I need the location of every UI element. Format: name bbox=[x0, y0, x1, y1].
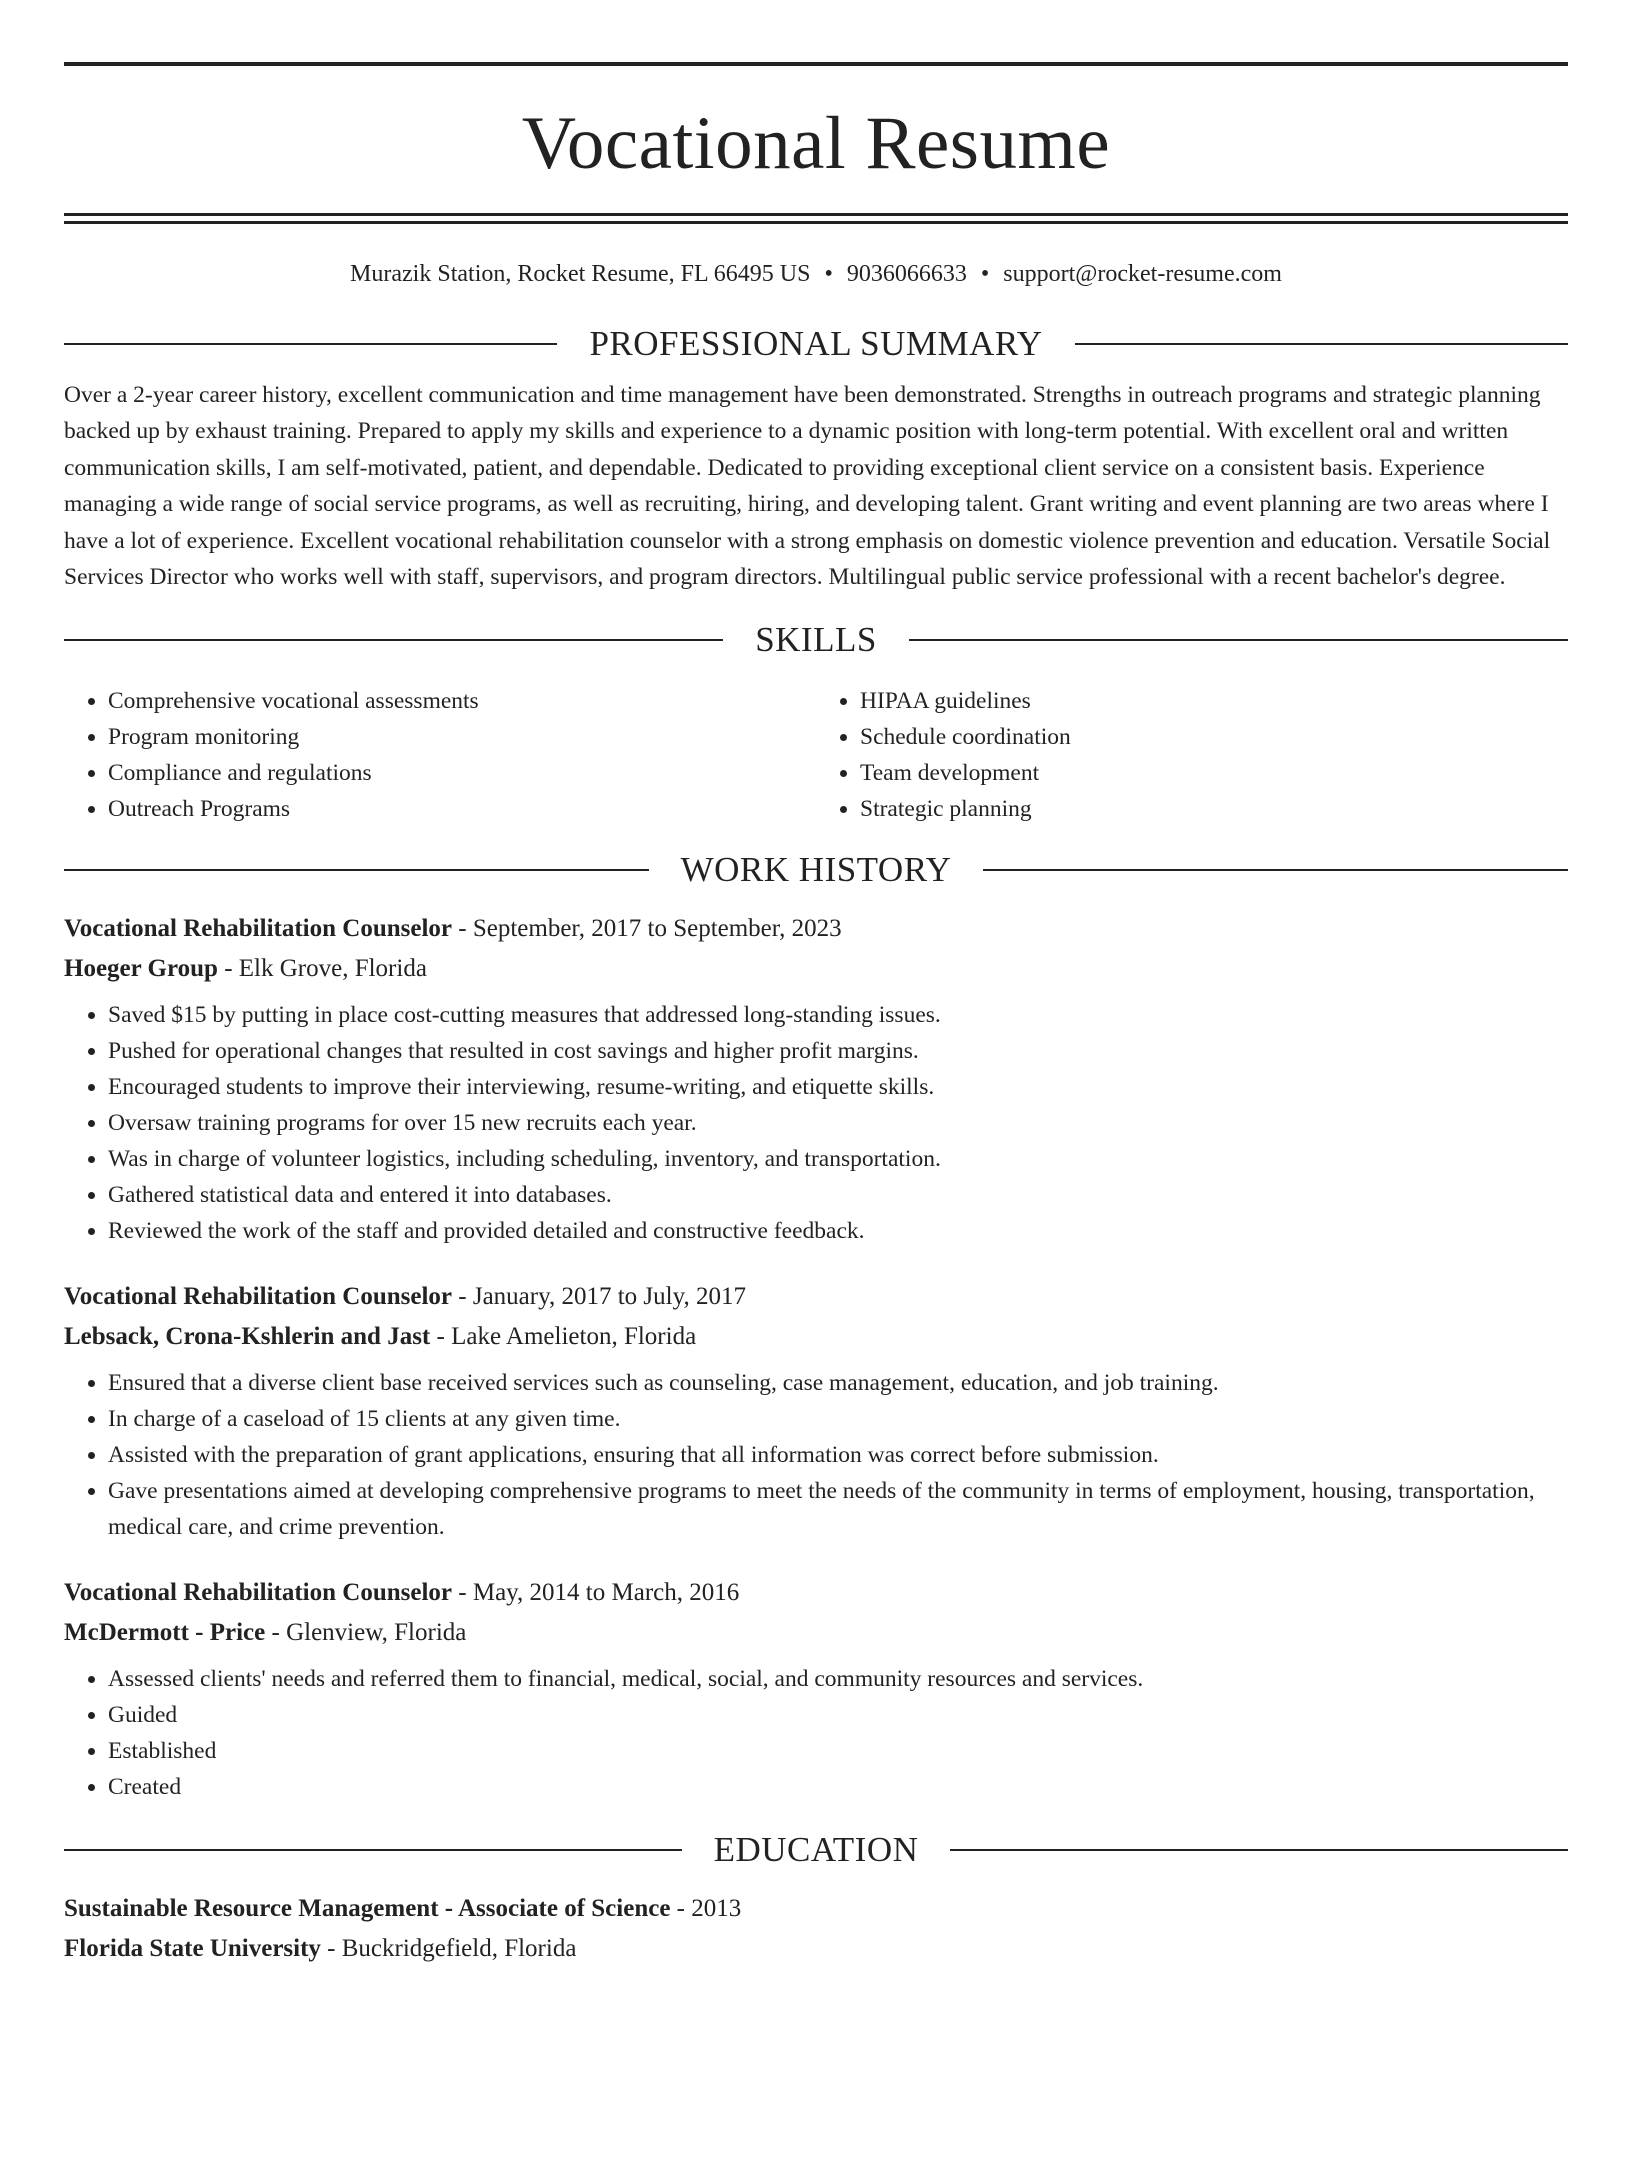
contact-line bbox=[64, 260, 1568, 289]
job-bullet: • Guided bbox=[108, 1697, 1568, 1733]
contact-separator: • bbox=[824, 261, 833, 287]
job-entry bbox=[64, 1277, 1568, 1545]
job-bullet: • Assessed clients' needs and referred them to financial, medical, social, and community resources and services. bbox=[108, 1661, 1568, 1697]
job-bullet: • Gave presentations aimed at developing comprehensive programs to meet the needs of the community in terms of employment, housing, transportation, medical care, and crime prevention. bbox=[108, 1473, 1568, 1545]
heading-rule-left bbox=[64, 869, 649, 871]
skills-column-right bbox=[816, 683, 1568, 827]
job-bullet: • Saved $15 by putting in place cost-cutting measures that addressed long-standing issues. bbox=[108, 997, 1568, 1033]
section-heading-work bbox=[64, 849, 1568, 891]
job-entry bbox=[64, 1573, 1568, 1805]
job-title-line bbox=[64, 1277, 1568, 1317]
skill-item: • Schedule coordination bbox=[860, 719, 1568, 755]
job-bullet: • Established bbox=[108, 1733, 1568, 1769]
job-bullet: • Encouraged students to improve their interviewing, resume-writing, and etiquette skills. bbox=[108, 1069, 1568, 1105]
job-company: McDermott - Price bbox=[64, 1619, 266, 1647]
skill-item: • HIPAA guidelines bbox=[860, 683, 1568, 719]
job-title: Vocational Rehabilitation Counselor bbox=[64, 1283, 453, 1311]
education-degree: Sustainable Resource Management - Associate of Science bbox=[64, 1895, 671, 1923]
job-bullet: • Ensured that a diverse client base received services such as counseling, case management, education, and job training. bbox=[108, 1365, 1568, 1401]
education-school-line bbox=[64, 1929, 1568, 1969]
job-location: - Elk Grove, Florida bbox=[217, 955, 427, 983]
job-bullet: • Gathered statistical data and entered it into databases. bbox=[108, 1177, 1568, 1213]
education-year: - 2013 bbox=[670, 1895, 742, 1923]
job-location: - Lake Amelieton, Florida bbox=[430, 1323, 697, 1351]
skill-item: • Team development bbox=[860, 755, 1568, 791]
skills-heading: SKILLS bbox=[755, 620, 877, 660]
job-dates: - September, 2017 to September, 2023 bbox=[452, 915, 842, 943]
heading-rule-right bbox=[1075, 343, 1568, 345]
job-bullet: • Oversaw training programs for over 15 new recruits each year. bbox=[108, 1105, 1568, 1141]
job-title: Vocational Rehabilitation Counselor bbox=[64, 1579, 453, 1607]
heading-rule-right bbox=[909, 639, 1568, 641]
section-heading-skills bbox=[64, 619, 1568, 661]
job-title-line bbox=[64, 1573, 1568, 1613]
resume-title: Vocational Resume bbox=[521, 102, 1111, 185]
skill-item: • Program monitoring bbox=[108, 719, 816, 755]
job-company-line bbox=[64, 949, 1568, 989]
job-company-line bbox=[64, 1613, 1568, 1653]
skills-list bbox=[64, 683, 1568, 827]
contact-address: Murazik Station, Rocket Resume, FL 66495 US bbox=[350, 261, 811, 287]
skills-column-left bbox=[64, 683, 816, 827]
job-bullet: • Assisted with the preparation of grant applications, ensuring that all information was correct before submission. bbox=[108, 1437, 1568, 1473]
job-entry bbox=[64, 909, 1568, 1249]
job-dates: - January, 2017 to July, 2017 bbox=[452, 1283, 746, 1311]
job-title: Vocational Rehabilitation Counselor bbox=[64, 915, 453, 943]
education-degree-line bbox=[64, 1889, 1568, 1929]
job-bullets bbox=[64, 997, 1568, 1249]
section-heading-education bbox=[64, 1829, 1568, 1871]
job-dates: - May, 2014 to March, 2016 bbox=[452, 1579, 740, 1607]
section-heading-summary bbox=[64, 323, 1568, 365]
summary-heading: PROFESSIONAL SUMMARY bbox=[589, 323, 1043, 363]
job-title-line bbox=[64, 909, 1568, 949]
summary-text: Over a 2-year career history, excellent communication and time management have been demonstrated. Strengths in outreach programs and strategic planning backed up by exhaust training. Prepared to apply my skills and experience to a dynamic position with long-term potential. With excellent oral and written communication skills, I am self-motivated, patient, and dependable. Dedicated to providing exceptional client service on a consistent basis. Experience managing a wide range of social service programs, as well as recruiting, hiring, and developing talent. Grant writing and event planning are two areas where I have a lot of experience. Excellent vocational rehabilitation counselor with a strong emphasis on domestic violence prevention and education. Versatile Social Services Director who works well with staff, supervisors, and program directors. Multilingual public service professional with a recent bachelor's degree. bbox=[64, 381, 1551, 591]
job-company: Hoeger Group bbox=[64, 955, 218, 983]
contact-email: support@rocket-resume.com bbox=[1003, 261, 1282, 287]
heading-rule-left bbox=[64, 1849, 682, 1851]
contact-separator: • bbox=[980, 261, 990, 287]
skill-item: • Strategic planning bbox=[860, 791, 1568, 827]
skill-item: • Outreach Programs bbox=[108, 791, 816, 827]
job-company-line bbox=[64, 1317, 1568, 1357]
resume-page bbox=[0, 62, 1632, 2174]
job-bullets bbox=[64, 1365, 1568, 1545]
job-bullets bbox=[64, 1661, 1568, 1805]
job-bullet: • Pushed for operational changes that resulted in cost savings and higher profit margins. bbox=[108, 1033, 1568, 1069]
education-entry bbox=[64, 1889, 1568, 1969]
heading-rule-right bbox=[983, 869, 1568, 871]
job-bullet: • Was in charge of volunteer logistics, including scheduling, inventory, and transportation. bbox=[108, 1141, 1568, 1177]
job-bullet: • Reviewed the work of the staff and provided detailed and constructive feedback. bbox=[108, 1213, 1568, 1249]
education-school: Florida State University bbox=[64, 1935, 321, 1963]
education-location: - Buckridgefield, Florida bbox=[320, 1935, 577, 1963]
heading-rule-left bbox=[64, 639, 723, 641]
job-location: - Glenview, Florida bbox=[265, 1619, 467, 1647]
skill-item: • Compliance and regulations bbox=[108, 755, 816, 791]
job-company: Lebsack, Crona-Kshlerin and Jast bbox=[64, 1323, 431, 1351]
title-double-rule bbox=[64, 213, 1568, 224]
contact-phone: 9036066633 bbox=[846, 261, 967, 287]
top-rule bbox=[64, 62, 1568, 66]
heading-rule-left bbox=[64, 343, 557, 345]
work-heading: WORK HISTORY bbox=[680, 850, 952, 890]
job-bullet: • In charge of a caseload of 15 clients at any given time. bbox=[108, 1401, 1568, 1437]
education-heading: EDUCATION bbox=[713, 1830, 919, 1870]
job-bullet: • Created bbox=[108, 1769, 1568, 1805]
heading-rule-right bbox=[950, 1849, 1568, 1851]
skill-item: • Comprehensive vocational assessments bbox=[108, 683, 816, 719]
